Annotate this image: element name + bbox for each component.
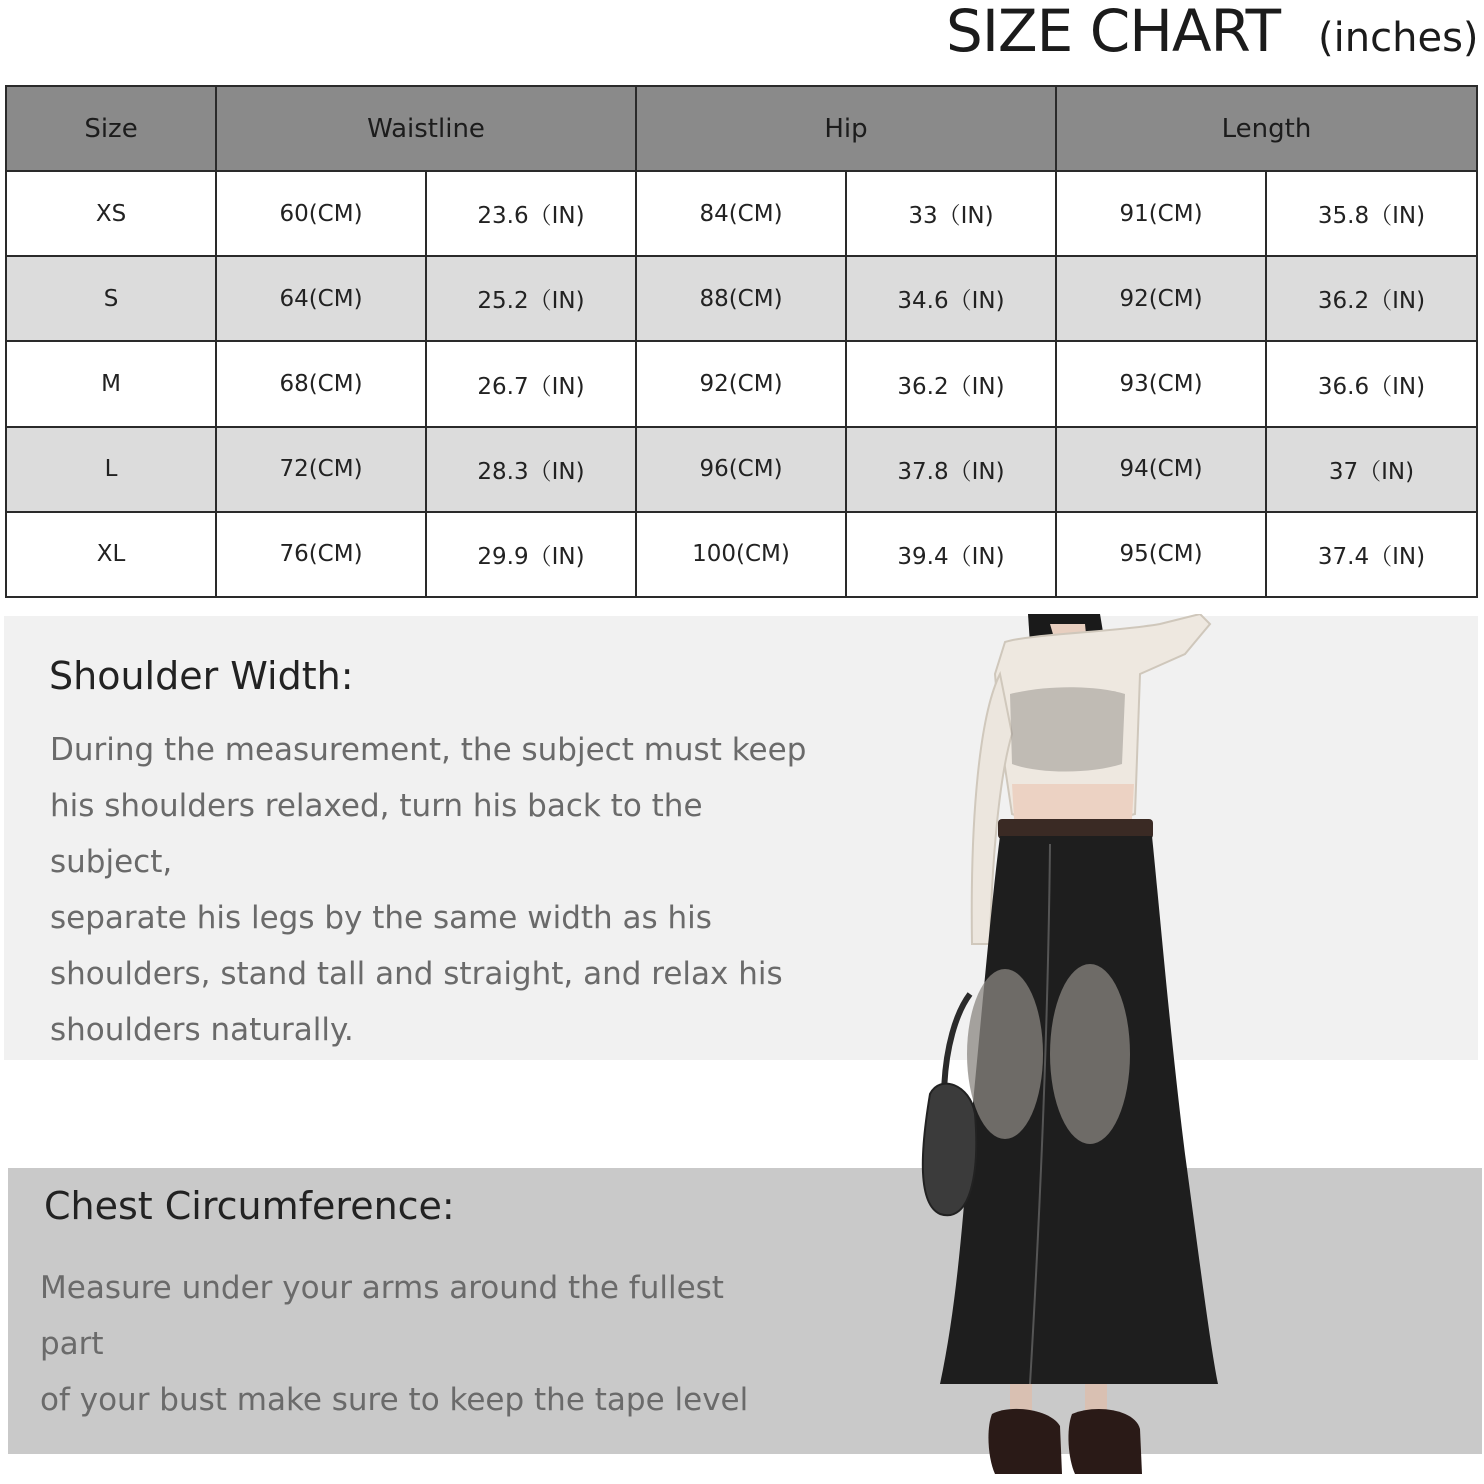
cell-hip-in: 34.6（IN) <box>846 256 1056 341</box>
text-line: Measure under your arms around the fullest part <box>40 1270 724 1362</box>
header-length: Length <box>1056 86 1477 171</box>
cell-size: M <box>6 341 216 426</box>
title-unit: (inches) <box>1318 15 1479 61</box>
chest-circumference-panel <box>8 1168 1482 1454</box>
shoulder-width-panel <box>4 616 1478 1060</box>
size-chart-title <box>946 0 1479 65</box>
cell-size: XS <box>6 171 216 256</box>
cell-waist-cm: 68(CM) <box>216 341 426 426</box>
model-skirt-fade <box>1050 964 1130 1144</box>
table-row <box>6 512 1477 597</box>
chest-circumference-heading: Chest Circumference: <box>44 1184 455 1228</box>
model-sweater-print <box>1010 687 1125 771</box>
cell-size: XL <box>6 512 216 597</box>
model-photo <box>900 614 1230 1484</box>
cell-waist-in: 29.9（IN) <box>426 512 636 597</box>
cell-waist-cm: 72(CM) <box>216 427 426 512</box>
cell-length-in: 36.6（IN) <box>1266 341 1477 426</box>
size-table <box>5 85 1478 598</box>
cell-waist-in: 23.6（IN) <box>426 171 636 256</box>
cell-hip-cm: 88(CM) <box>636 256 846 341</box>
table-row <box>6 427 1477 512</box>
header-waistline: Waistline <box>216 86 636 171</box>
cell-waist-cm: 60(CM) <box>216 171 426 256</box>
cell-length-cm: 91(CM) <box>1056 171 1266 256</box>
model-shoe <box>1068 1409 1142 1474</box>
text-line: During the measurement, the subject must keep <box>50 732 807 768</box>
cell-hip-cm: 92(CM) <box>636 341 846 426</box>
cell-length-in: 36.2（IN) <box>1266 256 1477 341</box>
cell-waist-cm: 64(CM) <box>216 256 426 341</box>
cell-length-cm: 92(CM) <box>1056 256 1266 341</box>
table-row <box>6 256 1477 341</box>
cell-waist-in: 25.2（IN) <box>426 256 636 341</box>
model-midriff <box>1012 784 1134 819</box>
cell-hip-in: 39.4（IN) <box>846 512 1056 597</box>
cell-length-cm: 95(CM) <box>1056 512 1266 597</box>
text-line: his shoulders relaxed, turn his back to the subject, <box>50 788 703 880</box>
cell-waist-cm: 76(CM) <box>216 512 426 597</box>
cell-hip-cm: 84(CM) <box>636 171 846 256</box>
header-hip: Hip <box>636 86 1056 171</box>
model-handbag <box>923 1084 976 1216</box>
cell-hip-in: 36.2（IN) <box>846 341 1056 426</box>
table-row <box>6 341 1477 426</box>
chest-circumference-text <box>40 1260 780 1428</box>
text-line: shoulders naturally. <box>50 1012 354 1048</box>
title-text: SIZE CHART <box>946 0 1281 65</box>
text-line: of your bust make sure to keep the tape level <box>40 1382 749 1418</box>
header-size: Size <box>6 86 216 171</box>
table-row <box>6 171 1477 256</box>
text-line: shoulders, stand tall and straight, and relax his <box>50 956 783 992</box>
model-skirt-fade <box>967 969 1043 1139</box>
text-line: separate his legs by the same width as his <box>50 900 712 936</box>
cell-hip-cm: 100(CM) <box>636 512 846 597</box>
cell-length-cm: 94(CM) <box>1056 427 1266 512</box>
cell-length-in: 37.4（IN) <box>1266 512 1477 597</box>
table-header-row <box>6 86 1477 171</box>
cell-size: L <box>6 427 216 512</box>
cell-length-cm: 93(CM) <box>1056 341 1266 426</box>
cell-hip-in: 37.8（IN) <box>846 427 1056 512</box>
cell-size: S <box>6 256 216 341</box>
shoulder-width-text <box>50 722 810 1058</box>
cell-waist-in: 28.3（IN) <box>426 427 636 512</box>
cell-length-in: 37（IN) <box>1266 427 1477 512</box>
model-shoe <box>988 1409 1062 1474</box>
cell-hip-cm: 96(CM) <box>636 427 846 512</box>
cell-hip-in: 33（IN) <box>846 171 1056 256</box>
cell-length-in: 35.8（IN) <box>1266 171 1477 256</box>
shoulder-width-heading: Shoulder Width: <box>49 654 354 698</box>
cell-waist-in: 26.7（IN) <box>426 341 636 426</box>
